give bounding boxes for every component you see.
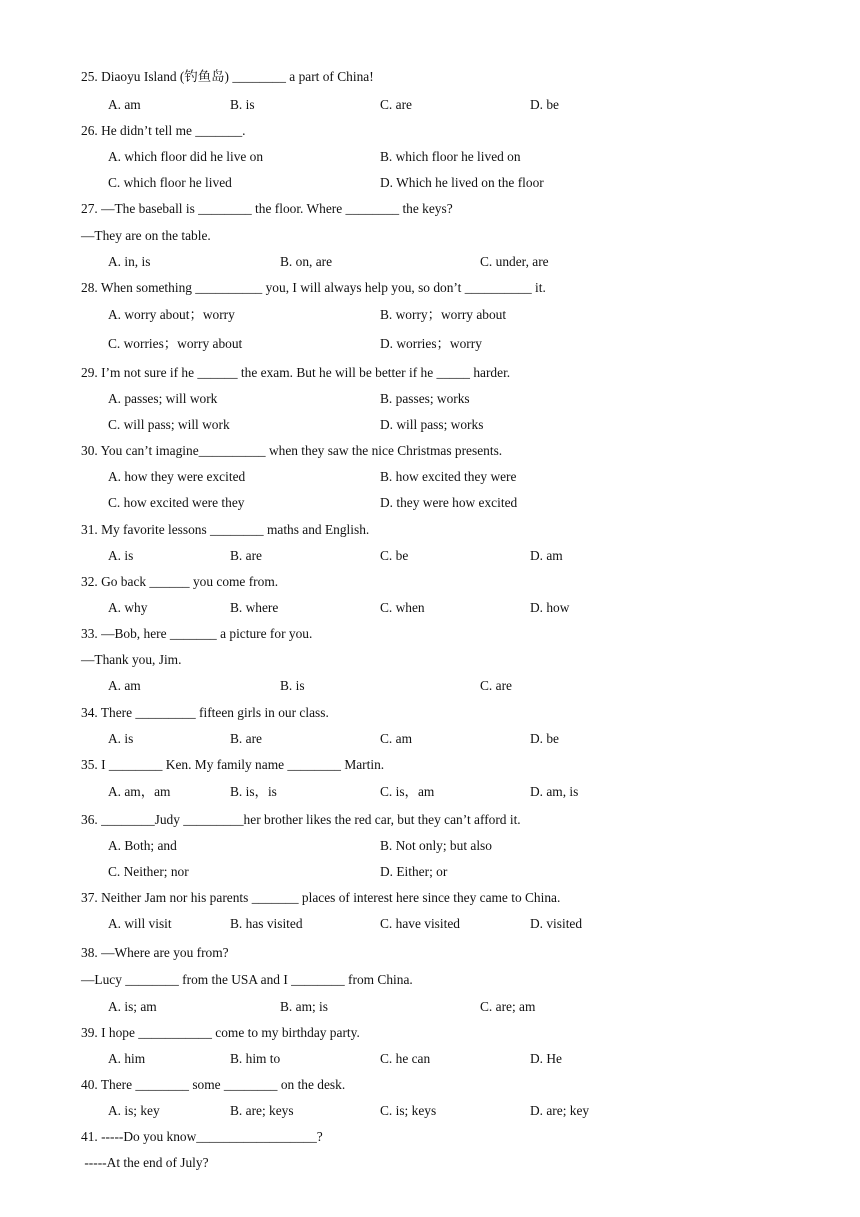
q36-opts-2-option-a: C. Neither; nor	[108, 864, 189, 879]
q26-stem: 26. He didn’t tell me _______.	[81, 123, 246, 138]
q39-opts-option-d: D. He	[530, 1051, 562, 1066]
q31-opts-option-d: D. am	[530, 548, 563, 563]
q25-opts-option-d: D. be	[530, 97, 560, 112]
q25-opts-option-b: B. is	[230, 97, 255, 112]
q40-stem: 40. There ________ some ________ on the desk.	[81, 1077, 346, 1092]
q28-opts-1-option-b: B. worry；worry about	[380, 307, 507, 322]
q34-stem: 34. There _________ fifteen girls in our class.	[81, 705, 329, 720]
q38-reply: —Lucy ________ from the USA and I ________ from China.	[81, 972, 413, 987]
q35-opts-option-d: D. am, is	[530, 784, 579, 799]
q38-opts-option-c: C. are; am	[480, 999, 536, 1014]
q33-reply: —Thank you, Jim.	[81, 652, 182, 667]
q35-opts-option-a: A. am，am	[108, 784, 171, 799]
q36-opts-1-option-b: B. Not only; but also	[380, 838, 492, 853]
q37-opts-option-d: D. visited	[530, 916, 583, 931]
q27-opts-option-a: A. in, is	[108, 254, 151, 269]
q35-opts-option-b: B. is，is	[230, 784, 277, 799]
q32-opts-option-a: A. why	[108, 600, 148, 615]
q31-opts-option-c: C. be	[380, 548, 409, 563]
q33-opts-option-c: C. are	[480, 678, 512, 693]
q29-opts-2-option-b: D. will pass; works	[380, 417, 484, 432]
q30-opts-2-option-b: D. they were how excited	[380, 495, 518, 510]
q39-opts-option-a: A. him	[108, 1051, 146, 1066]
q33-opts-option-a: A. am	[108, 678, 141, 693]
q31-opts-option-a: A. is	[108, 548, 134, 563]
q26-opts-2-option-b: D. Which he lived on the floor	[380, 175, 544, 190]
q39-opts-option-b: B. him to	[230, 1051, 281, 1066]
q32-opts-option-b: B. where	[230, 600, 279, 615]
q31-opts-option-b: B. are	[230, 548, 262, 563]
q26-opts-1-option-b: B. which floor he lived on	[380, 149, 521, 164]
q25-opts-option-c: C. are	[380, 97, 412, 112]
q33-opts-option-b: B. is	[280, 678, 305, 693]
q36-opts-2-option-b: D. Either; or	[380, 864, 448, 879]
q34-opts-option-c: C. am	[380, 731, 412, 746]
q32-opts-option-d: D. how	[530, 600, 570, 615]
q40-opts-option-a: A. is; key	[108, 1103, 160, 1118]
q37-opts-option-c: C. have visited	[380, 916, 460, 931]
q39-opts-option-c: C. he can	[380, 1051, 431, 1066]
q29-opts-2-option-a: C. will pass; will work	[108, 417, 230, 432]
q36-stem: 36. ________Judy _________her brother likes the red car, but they can’t afford it.	[81, 812, 521, 827]
q33-stem: 33. —Bob, here _______ a picture for you.	[81, 626, 313, 641]
q26-opts-2-option-a: C. which floor he lived	[108, 175, 232, 190]
q27-reply: —They are on the table.	[81, 228, 211, 243]
q30-stem: 30. You can’t imagine__________ when they saw the nice Christmas presents.	[81, 443, 503, 458]
q29-opts-1-option-a: A. passes; will work	[108, 391, 218, 406]
q31-stem: 31. My favorite lessons ________ maths and English.	[81, 522, 370, 537]
q28-opts-1-option-a: A. worry about；worry	[108, 307, 235, 322]
q30-opts-1-option-b: B. how excited they were	[380, 469, 517, 484]
q30-opts-1-option-a: A. how they were excited	[108, 469, 246, 484]
q38-opts-option-a: A. is; am	[108, 999, 157, 1014]
q27-opts-option-b: B. on, are	[280, 254, 333, 269]
q29-stem: 29. I’m not sure if he ______ the exam. But he will be better if he _____ harder.	[81, 365, 511, 380]
q25-stem: 25. Diaoyu Island (钓鱼岛) ________ a part of China!	[81, 69, 374, 84]
q27-stem: 27. —The baseball is ________ the floor. Where ________ the keys?	[81, 201, 453, 216]
q27-opts-option-c: C. under, are	[480, 254, 549, 269]
q28-opts-2-option-a: C. worries；worry about	[108, 336, 243, 351]
q30-opts-2-option-a: C. how excited were they	[108, 495, 245, 510]
q26-opts-1-option-a: A. which floor did he live on	[108, 149, 264, 164]
q28-stem: 28. When something __________ you, I will always help you, so don’t __________ it.	[81, 280, 546, 295]
q40-opts-option-c: C. is; keys	[380, 1103, 437, 1118]
q39-stem: 39. I hope ___________ come to my birthday party.	[81, 1025, 360, 1040]
q34-opts-option-a: A. is	[108, 731, 134, 746]
q41-stem: 41. -----Do you know__________________?	[81, 1129, 323, 1144]
q41-reply: -----At the end of July?	[81, 1155, 209, 1170]
q36-opts-1-option-a: A. Both; and	[108, 838, 177, 853]
q37-opts-option-a: A. will visit	[108, 916, 172, 931]
q25-opts-option-a: A. am	[108, 97, 141, 112]
q37-opts-option-b: B. has visited	[230, 916, 303, 931]
q40-opts-option-b: B. are; keys	[230, 1103, 294, 1118]
q32-opts-option-c: C. when	[380, 600, 425, 615]
q40-opts-option-d: D. are; key	[530, 1103, 590, 1118]
q28-opts-2-option-b: D. worries；worry	[380, 336, 482, 351]
q38-stem: 38. —Where are you from?	[81, 945, 229, 960]
q34-opts-option-b: B. are	[230, 731, 262, 746]
q32-stem: 32. Go back ______ you come from.	[81, 574, 279, 589]
q35-opts-option-c: C. is，am	[380, 784, 435, 799]
q38-opts-option-b: B. am; is	[280, 999, 328, 1014]
q29-opts-1-option-b: B. passes; works	[380, 391, 470, 406]
q34-opts-option-d: D. be	[530, 731, 560, 746]
q35-stem: 35. I ________ Ken. My family name ________ Martin.	[81, 757, 385, 772]
q37-stem: 37. Neither Jam nor his parents _______ places of interest here since they came to China.	[81, 890, 561, 905]
